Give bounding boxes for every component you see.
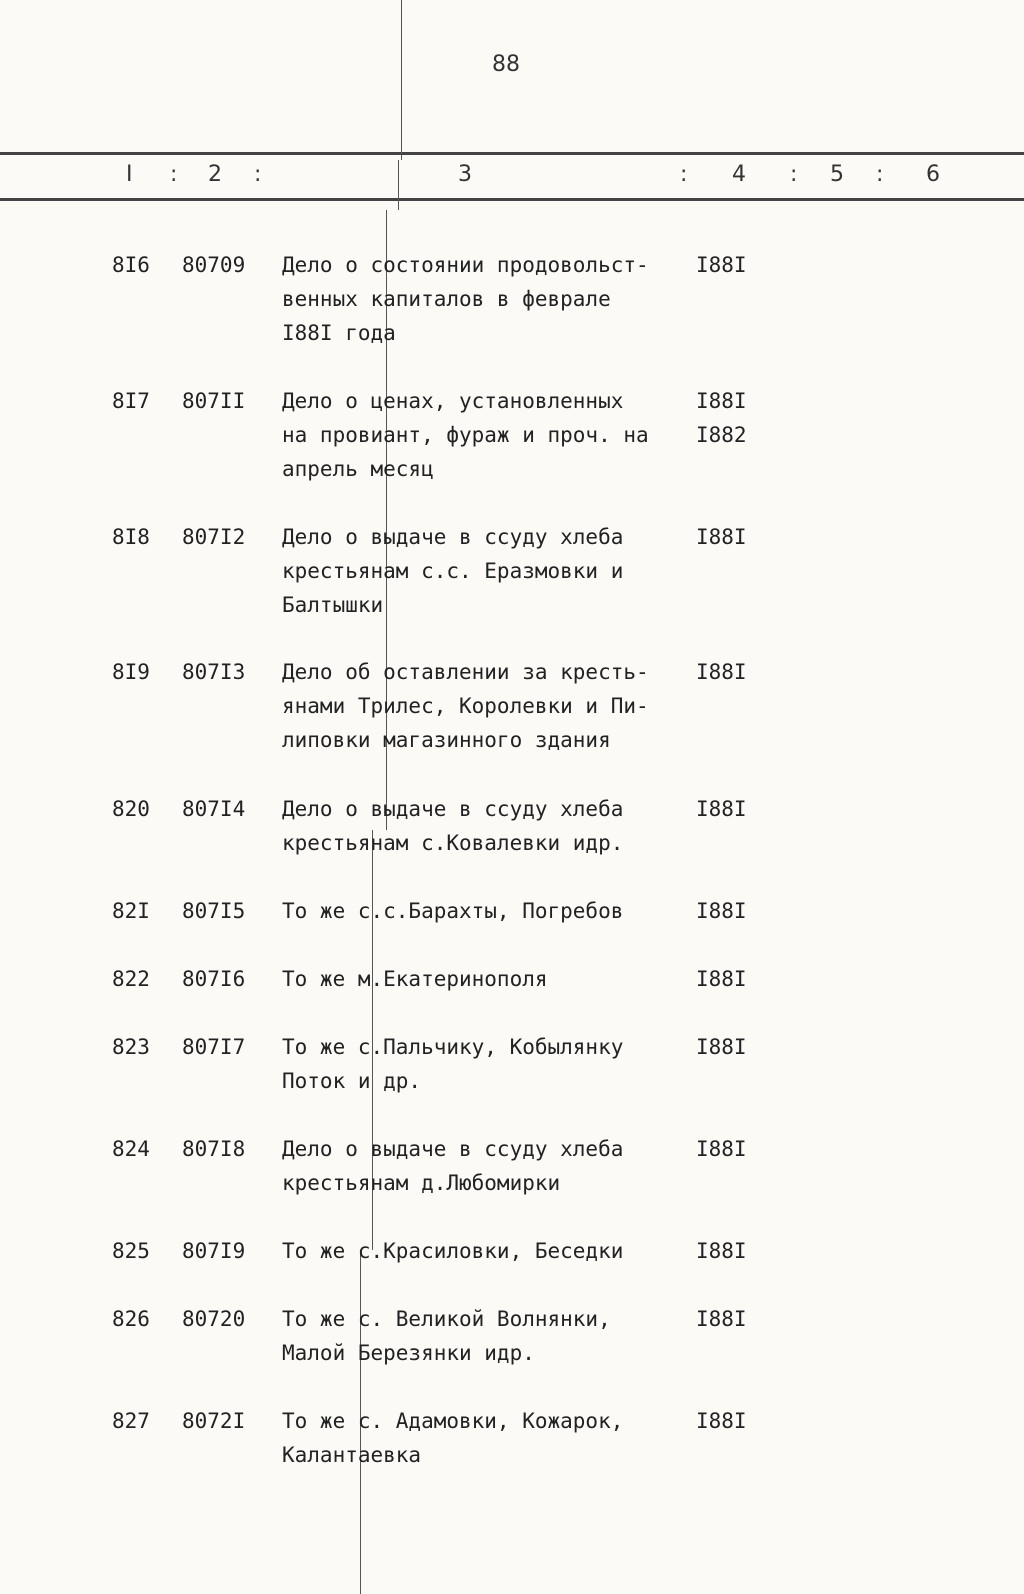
row-code: 807I9 xyxy=(182,1239,246,1263)
row-title: То же м.Екатеринополя xyxy=(282,967,548,991)
row-number: 8I7 xyxy=(112,389,150,413)
crease-line-header xyxy=(398,160,399,210)
col-header-4: 4 xyxy=(732,162,746,187)
col-header-sep-1: : xyxy=(170,162,178,187)
row-title: Дело о выдаче в ссуду хлеба крестьянам с.Ковалевки идр. xyxy=(282,797,624,855)
row-code: 80720 xyxy=(182,1307,246,1331)
col-header-3: 3 xyxy=(458,162,472,187)
row-code: 80709 xyxy=(182,253,246,277)
row-code: 807I3 xyxy=(182,660,246,684)
row-title: Дело о ценах, установленных на провиант, фураж и проч. на апрель месяц xyxy=(282,389,649,481)
row-number: 825 xyxy=(112,1239,150,1263)
col-header-6: 6 xyxy=(926,162,940,187)
row-year: I88I xyxy=(696,967,747,991)
col-header-sep-3: : xyxy=(680,162,688,187)
row-number: 820 xyxy=(112,797,150,821)
row-number: 823 xyxy=(112,1035,150,1059)
row-number: 826 xyxy=(112,1307,150,1331)
row-title: Дело о состоянии продовольст- венных капиталов в феврале I88I года xyxy=(282,253,649,345)
row-title: То же с.Пальчику, Кобылянку Поток и др. xyxy=(282,1035,624,1093)
row-title: Дело о выдаче в ссуду хлеба крестьянам д.Любомирки xyxy=(282,1137,624,1195)
row-number: 8I6 xyxy=(112,253,150,277)
row-code: 8072I xyxy=(182,1409,246,1433)
row-title: То же с.Красиловки, Беседки xyxy=(282,1239,624,1263)
row-year: I88I xyxy=(696,1409,747,1433)
row-title: То же с.с.Барахты, Погребов xyxy=(282,899,624,923)
row-number: 824 xyxy=(112,1137,150,1161)
header-bottom-rule xyxy=(0,198,1024,201)
col-header-5: 5 xyxy=(830,162,844,187)
col-header-sep-5: : xyxy=(876,162,884,187)
row-code: 807I5 xyxy=(182,899,246,923)
col-header-sep-4: : xyxy=(790,162,798,187)
page-number: 88 xyxy=(492,52,520,77)
row-year: I88I xyxy=(696,899,747,923)
row-year: I88I xyxy=(696,1239,747,1263)
row-title: То же с. Адамовки, Кожарок, Калантаевка xyxy=(282,1409,624,1467)
row-code: 807I7 xyxy=(182,1035,246,1059)
row-year: I88I xyxy=(696,253,747,277)
row-year: I88I xyxy=(696,797,747,821)
row-title: Дело об оставлении за кресть- янами Трилес, Королевки и Пи- липовки магазинного здания xyxy=(282,660,649,752)
row-number: 822 xyxy=(112,967,150,991)
col-header-2: 2 xyxy=(208,162,222,187)
row-year: I88I xyxy=(696,660,747,684)
row-number: 8I9 xyxy=(112,660,150,684)
col-header-1: I xyxy=(126,162,133,187)
row-number: 827 xyxy=(112,1409,150,1433)
row-title: То же с. Великой Волнянки, Малой Березянки идр. xyxy=(282,1307,611,1365)
row-code: 807II xyxy=(182,389,246,413)
header-top-rule xyxy=(0,152,1024,155)
row-title: Дело о выдаче в ссуду хлеба крестьянам с.с. Еразмовки и Балтышки xyxy=(282,525,624,617)
row-year: I88I xyxy=(696,1137,747,1161)
col-header-sep-2: : xyxy=(254,162,262,187)
crease-line-top xyxy=(401,0,402,160)
row-code: 807I8 xyxy=(182,1137,246,1161)
row-code: 807I2 xyxy=(182,525,246,549)
row-year: I88I xyxy=(696,525,747,549)
row-code: 807I6 xyxy=(182,967,246,991)
row-code: 807I4 xyxy=(182,797,246,821)
row-year: I88I I882 xyxy=(696,389,747,447)
row-number: 8I8 xyxy=(112,525,150,549)
row-number: 82I xyxy=(112,899,150,923)
row-year: I88I xyxy=(696,1307,747,1331)
row-year: I88I xyxy=(696,1035,747,1059)
